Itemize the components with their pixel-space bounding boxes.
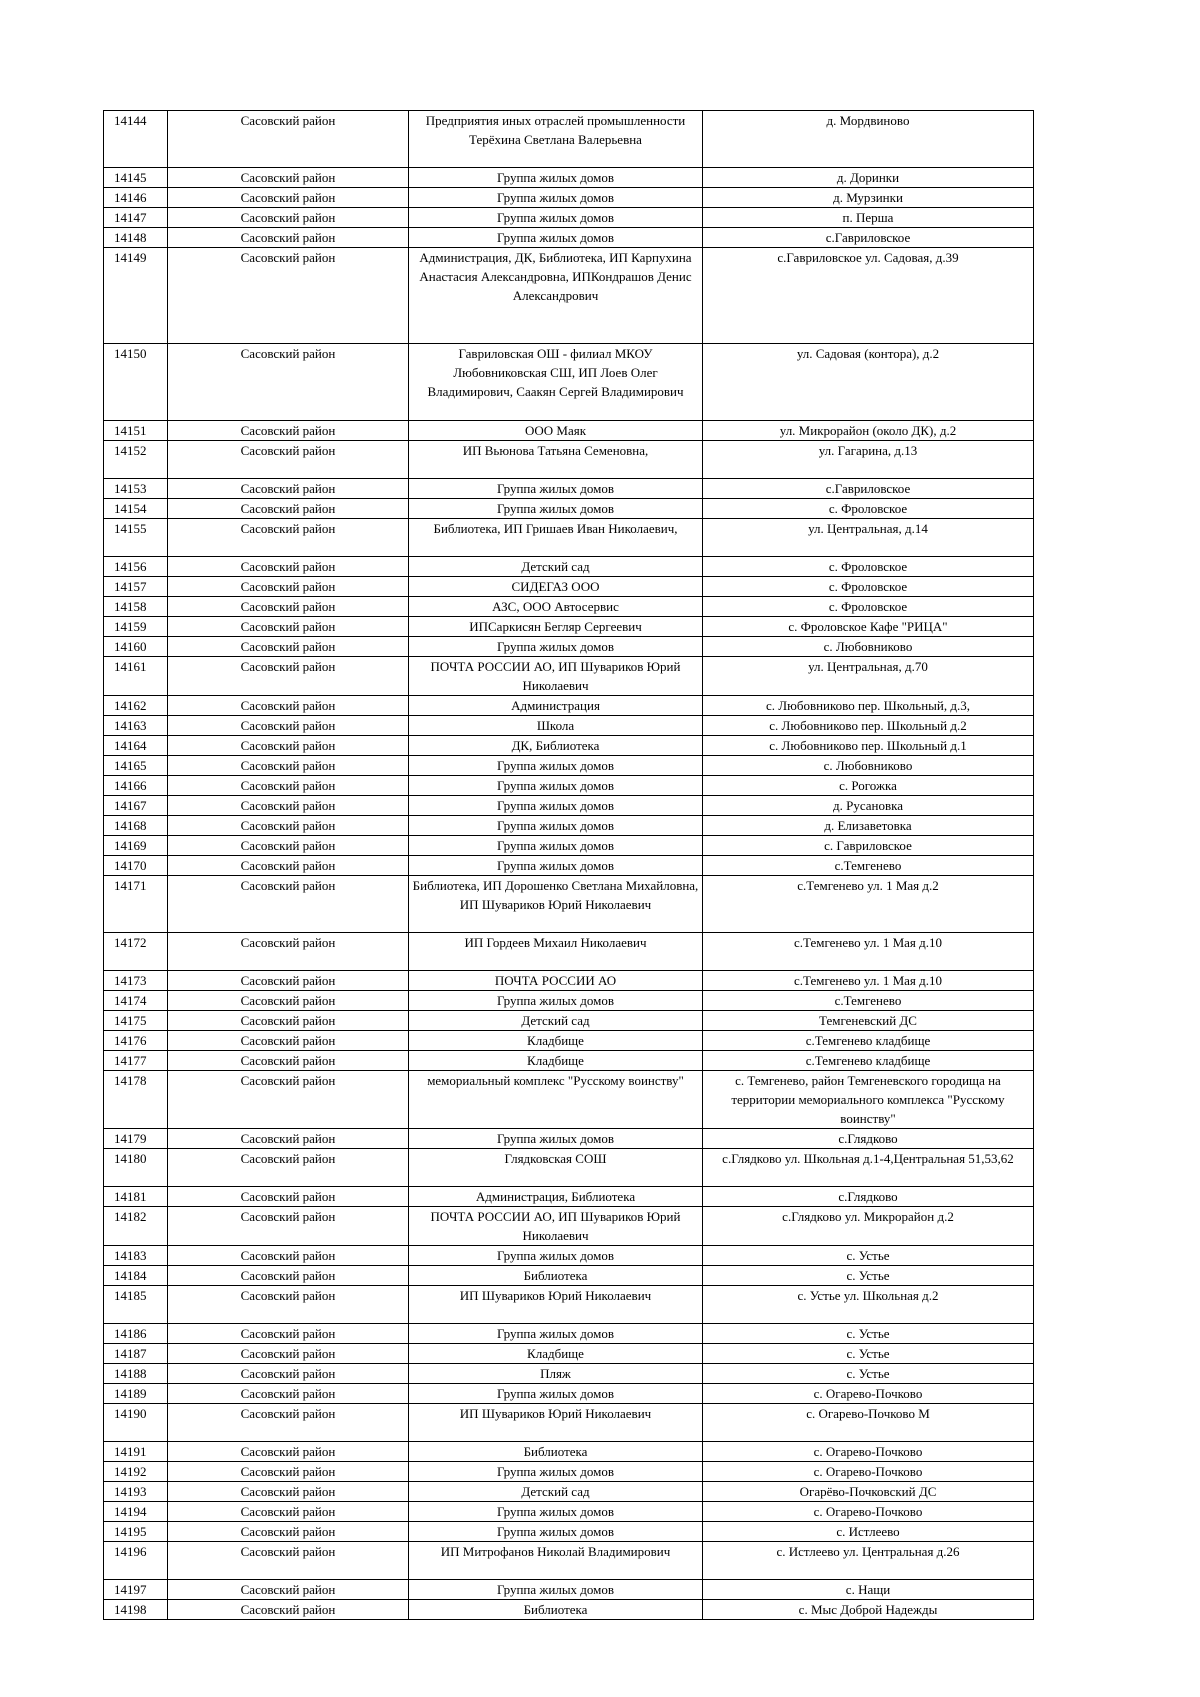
row-id-cell: 14195 [104,1522,168,1542]
table-row [104,1404,1034,1442]
address-cell: с. Фроловское Кафе "РИЦА" [703,617,1034,637]
object-cell: ДК, Библиотека [409,736,703,756]
district-cell: Сасовский район [168,1324,409,1344]
address-cell: ул. Гагарина, д.13 [703,441,1034,479]
address-cell: с. Огарево-Почково [703,1502,1034,1522]
object-cell: Группа жилых домов [409,756,703,776]
table-row [104,756,1034,776]
row-id-cell: 14148 [104,228,168,248]
object-cell: Библиотека [409,1442,703,1462]
object-cell: Библиотека [409,1266,703,1286]
table-row [104,1187,1034,1207]
table-row [104,577,1034,597]
object-cell: Пляж [409,1364,703,1384]
object-cell: ИП Гордеев Михаил Николаевич [409,933,703,971]
address-cell: с. Гавриловское [703,836,1034,856]
row-id-cell: 14189 [104,1384,168,1404]
row-id-cell: 14163 [104,716,168,736]
district-cell: Сасовский район [168,188,409,208]
address-cell: с.Темгенево ул. 1 Мая д.2 [703,876,1034,933]
object-cell: Группа жилых домов [409,1384,703,1404]
district-cell: Сасовский район [168,1502,409,1522]
object-cell: Детский сад [409,557,703,577]
row-id-cell: 14149 [104,248,168,344]
row-id-cell: 14173 [104,971,168,991]
object-cell: Группа жилых домов [409,228,703,248]
table-row [104,168,1034,188]
district-cell: Сасовский район [168,1266,409,1286]
row-id-cell: 14154 [104,499,168,519]
address-cell: с.Гавриловское [703,228,1034,248]
table-row [104,1031,1034,1051]
object-cell: АЗС, ООО Автосервис [409,597,703,617]
district-cell: Сасовский район [168,617,409,637]
row-id-cell: 14150 [104,344,168,421]
row-id-cell: 14182 [104,1207,168,1246]
row-id-cell: 14183 [104,1246,168,1266]
district-cell: Сасовский район [168,796,409,816]
address-cell: с. Рогожка [703,776,1034,796]
district-cell: Сасовский район [168,1031,409,1051]
address-cell: с.Глядково ул. Школьная д.1-4,Центральная 51,53,62 [703,1149,1034,1187]
district-cell: Сасовский район [168,716,409,736]
object-cell: Группа жилых домов [409,208,703,228]
table-row [104,796,1034,816]
table-row [104,736,1034,756]
district-cell: Сасовский район [168,577,409,597]
table-row [104,1580,1034,1600]
table-row [104,597,1034,617]
table-row [104,637,1034,657]
district-cell: Сасовский район [168,557,409,577]
row-id-cell: 14187 [104,1344,168,1364]
object-cell: Библиотека [409,1600,703,1620]
table-row [104,1384,1034,1404]
row-id-cell: 14192 [104,1462,168,1482]
table-row [104,1482,1034,1502]
address-cell: Темгеневский ДС [703,1011,1034,1031]
district-cell: Сасовский район [168,657,409,696]
object-cell: Группа жилых домов [409,1522,703,1542]
object-cell: Администрация, ДК, Библиотека, ИП Карпухина Анастасия Александровна, ИПКондрашов Денис Александрович [409,248,703,344]
address-cell: с. Огарево-Почково [703,1384,1034,1404]
row-id-cell: 14172 [104,933,168,971]
row-id-cell: 14176 [104,1031,168,1051]
object-cell: Детский сад [409,1482,703,1502]
data-table [103,110,1034,1620]
row-id-cell: 14169 [104,836,168,856]
district-cell: Сасовский район [168,1149,409,1187]
row-id-cell: 14144 [104,111,168,168]
row-id-cell: 14159 [104,617,168,637]
object-cell: Группа жилых домов [409,1129,703,1149]
object-cell: ИП Вьюнова Татьяна Семеновна, [409,441,703,479]
table-row [104,657,1034,696]
object-cell: Группа жилых домов [409,816,703,836]
district-cell: Сасовский район [168,637,409,657]
address-cell: Огарёво-Почковский ДС [703,1482,1034,1502]
district-cell: Сасовский район [168,1384,409,1404]
object-cell: Группа жилых домов [409,188,703,208]
address-cell: с. Устье [703,1266,1034,1286]
district-cell: Сасовский район [168,228,409,248]
address-cell: д. Елизаветовка [703,816,1034,836]
object-cell: Группа жилых домов [409,637,703,657]
object-cell: Группа жилых домов [409,168,703,188]
row-id-cell: 14167 [104,796,168,816]
district-cell: Сасовский район [168,499,409,519]
table-row [104,499,1034,519]
district-cell: Сасовский район [168,1404,409,1442]
object-cell: ИП Шувариков Юрий Николаевич [409,1286,703,1324]
district-cell: Сасовский район [168,1344,409,1364]
table-row [104,617,1034,637]
row-id-cell: 14184 [104,1266,168,1286]
object-cell: Гавриловская ОШ - филиал МКОУ Любовниковская СШ, ИП Лоев Олег Владимирович, Саакян Сергей Владимирович [409,344,703,421]
table-body [104,111,1034,1620]
object-cell: Библиотека, ИП Дорошенко Светлана Михайловна, ИП Шувариков Юрий Николаевич [409,876,703,933]
district-cell: Сасовский район [168,756,409,776]
district-cell: Сасовский район [168,597,409,617]
object-cell: Группа жилых домов [409,836,703,856]
address-cell: с. Истлеево ул. Центральная д.26 [703,1542,1034,1580]
object-cell: Предприятия иных отраслей промышленности Терёхина Светлана Валерьевна [409,111,703,168]
table-row [104,111,1034,168]
address-cell: с. Огарево-Почково [703,1462,1034,1482]
row-id-cell: 14156 [104,557,168,577]
object-cell: ООО Маяк [409,421,703,441]
address-cell: с. Огарево-Почково [703,1442,1034,1462]
row-id-cell: 14194 [104,1502,168,1522]
row-id-cell: 14166 [104,776,168,796]
object-cell: Школа [409,716,703,736]
object-cell: ИПСаркисян Бегляр Сергеевич [409,617,703,637]
row-id-cell: 14152 [104,441,168,479]
object-cell: ИП Митрофанов Николай Владимирович [409,1542,703,1580]
table-row [104,776,1034,796]
table-row [104,1071,1034,1129]
row-id-cell: 14180 [104,1149,168,1187]
table-row [104,856,1034,876]
table-row [104,1344,1034,1364]
row-id-cell: 14174 [104,991,168,1011]
row-id-cell: 14196 [104,1542,168,1580]
object-cell: ПОЧТА РОССИИ АО [409,971,703,991]
district-cell: Сасовский район [168,1522,409,1542]
address-cell: с. Любовниково пер. Школьный д.1 [703,736,1034,756]
district-cell: Сасовский район [168,1600,409,1620]
table-row [104,557,1034,577]
object-cell: Глядковская СОШ [409,1149,703,1187]
row-id-cell: 14147 [104,208,168,228]
district-cell: Сасовский район [168,1482,409,1502]
district-cell: Сасовский район [168,836,409,856]
row-id-cell: 14164 [104,736,168,756]
row-id-cell: 14175 [104,1011,168,1031]
address-cell: с. Любовниково пер. Школьный, д.3, [703,696,1034,716]
address-cell: ул. Центральная, д.14 [703,519,1034,557]
row-id-cell: 14198 [104,1600,168,1620]
address-cell: с.Глядково [703,1129,1034,1149]
address-cell: д. Мордвиново [703,111,1034,168]
address-cell: с. Устье [703,1344,1034,1364]
address-cell: с. Любовниково [703,637,1034,657]
row-id-cell: 14161 [104,657,168,696]
district-cell: Сасовский район [168,1187,409,1207]
table-row [104,1542,1034,1580]
district-cell: Сасовский район [168,736,409,756]
address-cell: п. Перша [703,208,1034,228]
district-cell: Сасовский район [168,776,409,796]
row-id-cell: 14197 [104,1580,168,1600]
object-cell: Группа жилых домов [409,1462,703,1482]
address-cell: с. Нащи [703,1580,1034,1600]
object-cell: Группа жилых домов [409,1580,703,1600]
row-id-cell: 14186 [104,1324,168,1344]
district-cell: Сасовский район [168,1011,409,1031]
address-cell: с.Темгенево ул. 1 Мая д.10 [703,971,1034,991]
district-cell: Сасовский район [168,1286,409,1324]
address-cell: с. Фроловское [703,597,1034,617]
table-row [104,208,1034,228]
address-cell: с. Истлеево [703,1522,1034,1542]
table-row [104,716,1034,736]
table-row [104,971,1034,991]
address-cell: с.Темгенево кладбище [703,1031,1034,1051]
district-cell: Сасовский район [168,876,409,933]
district-cell: Сасовский район [168,519,409,557]
row-id-cell: 14193 [104,1482,168,1502]
table-row [104,441,1034,479]
address-cell: с.Темгенево [703,856,1034,876]
row-id-cell: 14188 [104,1364,168,1384]
object-cell: Кладбище [409,1031,703,1051]
district-cell: Сасовский район [168,991,409,1011]
table-row [104,248,1034,344]
address-cell: с.Гавриловское ул. Садовая, д.39 [703,248,1034,344]
address-cell: с. Фроловское [703,499,1034,519]
row-id-cell: 14162 [104,696,168,716]
table-row [104,1266,1034,1286]
address-cell: с. Мыс Доброй Надежды [703,1600,1034,1620]
table-row [104,816,1034,836]
row-id-cell: 14179 [104,1129,168,1149]
table-row [104,228,1034,248]
row-id-cell: 14170 [104,856,168,876]
row-id-cell: 14178 [104,1071,168,1129]
object-cell: Группа жилых домов [409,1324,703,1344]
table-row [104,1286,1034,1324]
object-cell: Группа жилых домов [409,499,703,519]
district-cell: Сасовский район [168,344,409,421]
table-row [104,876,1034,933]
table-row [104,1149,1034,1187]
district-cell: Сасовский район [168,1542,409,1580]
district-cell: Сасовский район [168,1071,409,1129]
row-id-cell: 14151 [104,421,168,441]
address-cell: с.Темгенево [703,991,1034,1011]
object-cell: Библиотека, ИП Гришаев Иван Николаевич, [409,519,703,557]
row-id-cell: 14168 [104,816,168,836]
table-row [104,1442,1034,1462]
district-cell: Сасовский район [168,111,409,168]
address-cell: с. Огарево-Почково М [703,1404,1034,1442]
row-id-cell: 14157 [104,577,168,597]
district-cell: Сасовский район [168,1580,409,1600]
object-cell: СИДЕГАЗ ООО [409,577,703,597]
district-cell: Сасовский район [168,696,409,716]
district-cell: Сасовский район [168,208,409,228]
address-cell: с.Темгенево кладбище [703,1051,1034,1071]
address-cell: с. Устье [703,1246,1034,1266]
district-cell: Сасовский район [168,933,409,971]
table-row [104,933,1034,971]
district-cell: Сасовский район [168,441,409,479]
table-row [104,1364,1034,1384]
object-cell: Группа жилых домов [409,991,703,1011]
row-id-cell: 14171 [104,876,168,933]
table-row [104,1207,1034,1246]
object-cell: Детский сад [409,1011,703,1031]
table-row [104,1129,1034,1149]
district-cell: Сасовский район [168,421,409,441]
address-cell: д. Русановка [703,796,1034,816]
row-id-cell: 14181 [104,1187,168,1207]
address-cell: ул. Центральная, д.70 [703,657,1034,696]
address-cell: с. Устье [703,1364,1034,1384]
row-id-cell: 14191 [104,1442,168,1462]
district-cell: Сасовский район [168,1246,409,1266]
district-cell: Сасовский район [168,1442,409,1462]
object-cell: Группа жилых домов [409,856,703,876]
table-row [104,1462,1034,1482]
object-cell: Группа жилых домов [409,1246,703,1266]
object-cell: Администрация, Библиотека [409,1187,703,1207]
object-cell: Группа жилых домов [409,776,703,796]
table-row [104,421,1034,441]
row-id-cell: 14177 [104,1051,168,1071]
table-row [104,1051,1034,1071]
address-cell: с. Устье [703,1324,1034,1344]
object-cell: Группа жилых домов [409,796,703,816]
table-row [104,479,1034,499]
address-cell: с.Глядково [703,1187,1034,1207]
district-cell: Сасовский район [168,971,409,991]
row-id-cell: 14146 [104,188,168,208]
table-row [104,991,1034,1011]
table-row [104,1011,1034,1031]
district-cell: Сасовский район [168,248,409,344]
district-cell: Сасовский район [168,1051,409,1071]
table-row [104,696,1034,716]
district-cell: Сасовский район [168,479,409,499]
object-cell: мемориальный комплекс "Русскому воинству" [409,1071,703,1129]
table-row [104,188,1034,208]
row-id-cell: 14185 [104,1286,168,1324]
row-id-cell: 14145 [104,168,168,188]
object-cell: ПОЧТА РОССИИ АО, ИП Шувариков Юрий Николаевич [409,657,703,696]
row-id-cell: 14160 [104,637,168,657]
table-row [104,836,1034,856]
object-cell: ИП Шувариков Юрий Николаевич [409,1404,703,1442]
row-id-cell: 14165 [104,756,168,776]
object-cell: Администрация [409,696,703,716]
object-cell: Кладбище [409,1344,703,1364]
row-id-cell: 14153 [104,479,168,499]
address-cell: ул. Микрорайон (около ДК), д.2 [703,421,1034,441]
district-cell: Сасовский район [168,168,409,188]
address-cell: д. Доринки [703,168,1034,188]
address-cell: с. Темгенево, район Темгеневского городища на территории мемориального комплекса "Русскому воинству" [703,1071,1034,1129]
address-cell: с. Любовниково [703,756,1034,776]
table-row [104,1522,1034,1542]
object-cell: ПОЧТА РОССИИ АО, ИП Шувариков Юрий Николаевич [409,1207,703,1246]
row-id-cell: 14190 [104,1404,168,1442]
table-row [104,519,1034,557]
address-cell: с. Любовниково пер. Школьный д.2 [703,716,1034,736]
district-cell: Сасовский район [168,1129,409,1149]
table-row [104,1324,1034,1344]
district-cell: Сасовский район [168,1462,409,1482]
row-id-cell: 14158 [104,597,168,617]
address-cell: д. Мурзинки [703,188,1034,208]
district-cell: Сасовский район [168,856,409,876]
table-row [104,344,1034,421]
address-cell: с.Глядково ул. Микрорайон д.2 [703,1207,1034,1246]
district-cell: Сасовский район [168,1364,409,1384]
object-cell: Группа жилых домов [409,479,703,499]
address-cell: с.Гавриловское [703,479,1034,499]
address-cell: ул. Садовая (контора), д.2 [703,344,1034,421]
table-row [104,1246,1034,1266]
address-cell: с.Темгенево ул. 1 Мая д.10 [703,933,1034,971]
row-id-cell: 14155 [104,519,168,557]
object-cell: Кладбище [409,1051,703,1071]
table-row [104,1502,1034,1522]
table-row [104,1600,1034,1620]
address-cell: с. Устье ул. Школьная д.2 [703,1286,1034,1324]
object-cell: Группа жилых домов [409,1502,703,1522]
district-cell: Сасовский район [168,1207,409,1246]
address-cell: с. Фроловское [703,557,1034,577]
address-cell: с. Фроловское [703,577,1034,597]
district-cell: Сасовский район [168,816,409,836]
